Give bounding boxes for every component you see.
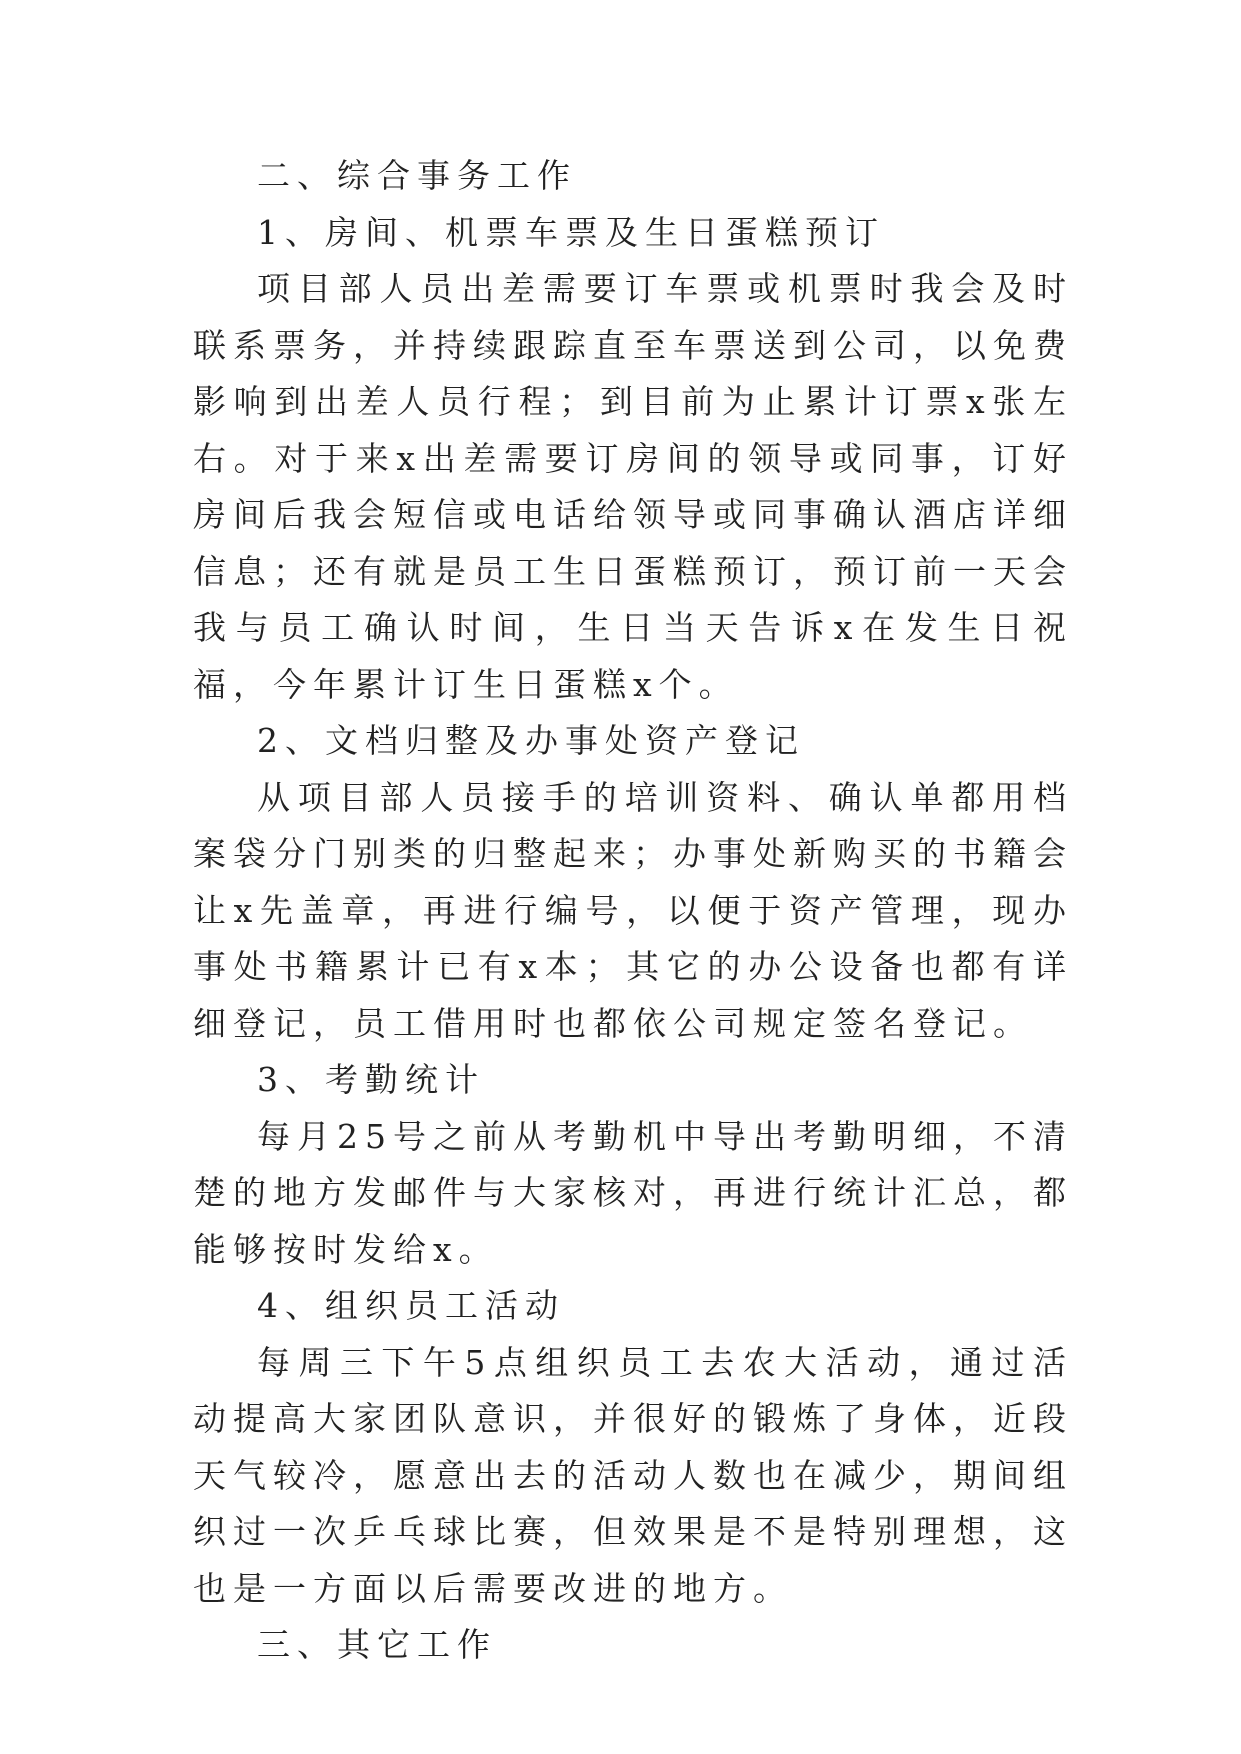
item-heading-booking: 1、房间、机票车票及生日蛋糕预订 <box>257 212 885 252</box>
section-heading-other-work: 三、其它工作 <box>257 1625 497 1664</box>
paragraph-archive: 从项目部人员接手的培训资料、确认单都用档案袋分门别类的归整起来；办事处新购买的书籍会让x先盖章，再进行编号，以便于资产管理，现办事处书籍累计已有x本；其它的办公设备也都有详细登记，员工借用时也都依公司规定签名登记。 <box>193 777 1073 1043</box>
paragraph-activities: 每周三下午5点组织员工去农大活动，通过活动提高大家团队意识，并很好的锻炼了身体，近段天气较冷，愿意出去的活动人数也在减少，期间组织过一次乒乓球比赛，但效果是不是特别理想，这也是一方面以后需要改进的地方。 <box>193 1342 1073 1608</box>
item-heading-attendance: 3、考勤统计 <box>257 1060 485 1099</box>
item-heading-activities: 4、组织员工活动 <box>257 1286 565 1325</box>
paragraph-attendance: 每月25号之前从考勤机中导出考勤明细，不清楚的地方发邮件与大家核对，再进行统计汇总，都能够按时发给x。 <box>193 1116 1073 1269</box>
item-heading-archive: 2、文档归整及办事处资产登记 <box>257 721 805 760</box>
section-heading-general-affairs: 二、综合事务工作 <box>257 156 577 195</box>
document-page <box>193 148 1073 1674</box>
paragraph-booking: 项目部人员出差需要订车票或机票时我会及时联系票务，并持续跟踪直至车票送到公司，以免费影响到出差人员行程；到目前为止累计订票x张左右。对于来x出差需要订房间的领导或同事，订好房间后我会短信或电话给领导或同事确认酒店详细信息；还有就是员工生日蛋糕预订，预订前一天会我与员工确认时间，生日当天告诉x在发生日祝福，今年累计订生日蛋糕x个。 <box>193 269 1073 704</box>
